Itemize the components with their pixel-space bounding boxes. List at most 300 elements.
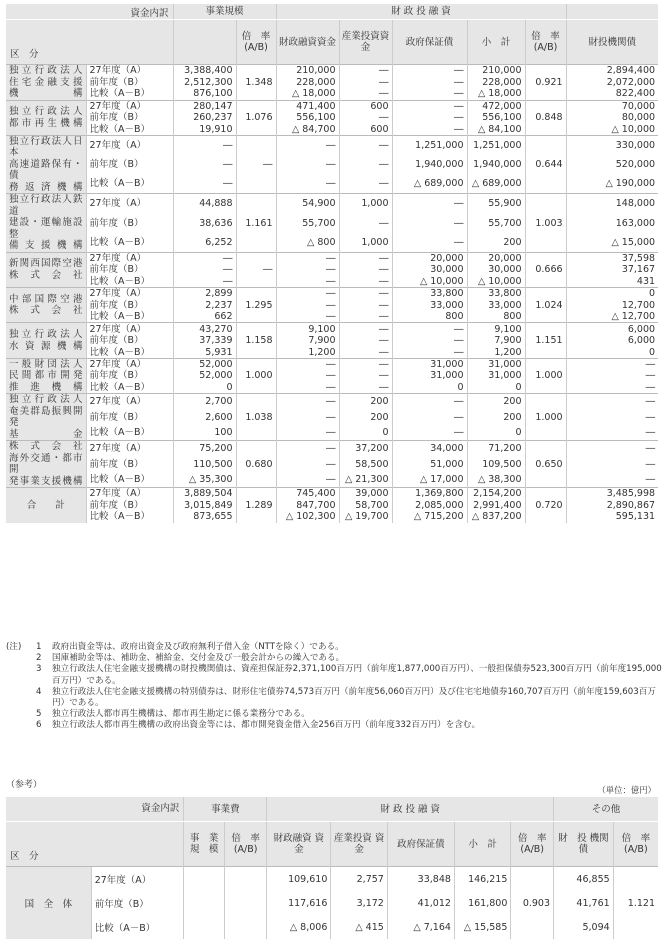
- entity-name-line: 基 金: [9, 429, 83, 441]
- industrial-investment-cell: 58,700: [339, 500, 392, 511]
- fiscal-agency-bonds-cell: 70,000: [566, 100, 658, 112]
- ratio-cell: [236, 100, 276, 112]
- industrial-investment-cell: ―: [339, 88, 392, 100]
- ref-fiscal-loan-cell: 117,616: [267, 891, 331, 915]
- fiscal-agency-bonds-cell: △ 15,000: [566, 233, 658, 253]
- entity-name-line: 民間都市開発: [9, 370, 83, 382]
- ratio-cell: [236, 346, 276, 358]
- fiscal-ratio-cell: 0.848: [525, 112, 566, 123]
- fiscal-ratio-cell: [525, 135, 566, 155]
- entity-name-line: 新関西国際空港: [9, 258, 83, 270]
- gov-guarantee-cell: ―: [392, 214, 467, 233]
- gov-guarantee-cell: ―: [392, 112, 467, 123]
- note-number: 4: [36, 687, 52, 709]
- reference-title: （参考）: [6, 777, 42, 790]
- row-label: 比較（A－B）: [86, 88, 173, 100]
- ratio-cell: 1.038: [236, 410, 276, 425]
- business-scale-cell: 260,237: [173, 112, 236, 123]
- fiscal-ratio-cell: 0.921: [525, 77, 566, 88]
- fiscal-ratio-cell: 0.644: [525, 155, 566, 174]
- fiscal-ratio-cell: [525, 123, 566, 135]
- row-label: 比較（A－B）: [86, 233, 173, 253]
- fiscal-loan-cell: ―: [276, 135, 339, 155]
- fiscal-agency-bonds-cell: ―: [566, 370, 658, 381]
- ref-other-ratio-cell: [613, 867, 658, 892]
- business-scale-cell: 0: [173, 382, 236, 394]
- fiscal-ratio-cell: [525, 346, 566, 358]
- note-number: 2: [36, 653, 52, 664]
- gov-guarantee-cell: 800: [392, 311, 467, 323]
- ref-header-industrial-investment: 産業投資 資 金: [331, 822, 387, 867]
- ref-header-subtotal: 小 計: [454, 822, 510, 867]
- entity-name-line: 株 式 会 社: [9, 270, 83, 282]
- ratio-cell: [236, 425, 276, 441]
- subtotal-cell: 20,000: [467, 252, 525, 264]
- table-row: [6, 214, 658, 233]
- industrial-investment-cell: 0: [339, 425, 392, 441]
- industrial-investment-cell: ―: [339, 382, 392, 394]
- ref-industrial-investment-cell: 2,757: [331, 867, 387, 892]
- industrial-investment-cell: ―: [339, 112, 392, 123]
- fiscal-loan-cell: ―: [276, 311, 339, 323]
- fiscal-loan-cell: ―: [276, 252, 339, 264]
- unit-label: （単位：億円）: [597, 784, 656, 796]
- fiscal-agency-bonds-cell: 37,598: [566, 252, 658, 264]
- header-fiscal-agency-bonds: 財投機関債: [566, 20, 658, 65]
- ref-business-scale-cell: [184, 915, 224, 939]
- header-fiscal-loan: 財政融資資金: [276, 20, 339, 65]
- ratio-cell: ―: [236, 264, 276, 275]
- fiscal-loan-cell: ―: [276, 370, 339, 381]
- ref-header-business-cost: 事業費: [184, 797, 267, 822]
- fiscal-loan-cell: 471,400: [276, 100, 339, 112]
- table-row: [6, 335, 658, 346]
- fiscal-agency-bonds-cell: 0: [566, 288, 658, 300]
- table-row: [6, 88, 658, 100]
- gov-guarantee-cell: △ 17,000: [392, 472, 467, 488]
- business-scale-cell: ―: [173, 155, 236, 174]
- row-label: 27年度（A）: [86, 65, 173, 77]
- gov-guarantee-cell: 33,800: [392, 288, 467, 300]
- subtotal-cell: 33,800: [467, 288, 525, 300]
- row-label: 27年度（A）: [86, 194, 173, 214]
- ref-fiscal-agency-bonds-cell: 41,761: [554, 891, 614, 915]
- table-row: [6, 891, 658, 915]
- table-row: [6, 323, 658, 335]
- note-prefix: [6, 687, 36, 709]
- entity-name: [6, 65, 86, 101]
- fiscal-agency-bonds-cell: ―: [566, 410, 658, 425]
- fiscal-agency-bonds-cell: ―: [566, 382, 658, 394]
- fiscal-loan-cell: △ 800: [276, 233, 339, 253]
- gov-guarantee-cell: 0: [392, 382, 467, 394]
- subtotal-cell: 55,900: [467, 194, 525, 214]
- industrial-investment-cell: ―: [339, 276, 392, 288]
- ref-header-fund-breakdown: 資金内訳: [141, 800, 179, 814]
- gov-guarantee-cell: ―: [392, 323, 467, 335]
- ratio-cell: [236, 511, 276, 522]
- row-label: 比較（A－B）: [86, 511, 173, 522]
- business-scale-cell: 2,512,300: [173, 77, 236, 88]
- row-label: 27年度（A）: [86, 323, 173, 335]
- fiscal-ratio-cell: 0.720: [525, 500, 566, 511]
- table-row: [6, 311, 658, 323]
- subtotal-cell: 71,200: [467, 441, 525, 457]
- business-scale-cell: 110,500: [173, 457, 236, 472]
- fiscal-loan-cell: ―: [276, 425, 339, 441]
- ratio-cell: [236, 358, 276, 370]
- ref-ratio-cell: [224, 891, 267, 915]
- business-scale-cell: 43,270: [173, 323, 236, 335]
- gov-guarantee-cell: 51,000: [392, 457, 467, 472]
- fiscal-agency-bonds-cell: 2,890,867: [566, 500, 658, 511]
- row-label: 前年度（B）: [86, 300, 173, 311]
- ref-header-other: その他: [554, 797, 658, 822]
- business-scale-cell: 52,000: [173, 370, 236, 381]
- industrial-investment-cell: 1,000: [339, 233, 392, 253]
- fiscal-loan-cell: 228,000: [276, 77, 339, 88]
- ratio-cell: [236, 323, 276, 335]
- row-label: 27年度（A）: [91, 867, 184, 892]
- industrial-investment-cell: 1,000: [339, 194, 392, 214]
- entity-name-line: 中部国際空港: [9, 294, 83, 306]
- note-text: 独立行政法人住宅金融支援機構の財投機関債は、資産担保証券2,371,100百万円（前年度1,877,000百万円）、一般担保債券523,300百万円（前年度195,000百万円）である。: [52, 664, 662, 686]
- subtotal-cell: 0: [467, 382, 525, 394]
- fiscal-loan-cell: △ 18,000: [276, 88, 339, 100]
- table-row: [6, 155, 658, 174]
- business-scale-cell: 3,388,400: [173, 65, 236, 77]
- table-row: [6, 394, 658, 410]
- table-row: [6, 346, 658, 358]
- fiscal-ratio-cell: 1.024: [525, 300, 566, 311]
- subtotal-cell: △ 84,100: [467, 123, 525, 135]
- entity-name-line: 務返済機構: [9, 182, 83, 194]
- note-number: 3: [36, 664, 52, 686]
- entity-name-line: 奄美群島振興開発: [9, 406, 83, 429]
- ref-fiscal-ratio-cell: [511, 867, 554, 892]
- business-scale-cell: 3,015,849: [173, 500, 236, 511]
- business-scale-cell: 2,700: [173, 394, 236, 410]
- row-label: 27年度（A）: [86, 358, 173, 370]
- subtotal-cell: 0: [467, 425, 525, 441]
- fiscal-loan-cell: ―: [276, 276, 339, 288]
- note-item: [6, 664, 662, 686]
- fiscal-agency-bonds-cell: 148,000: [566, 194, 658, 214]
- gov-guarantee-cell: ―: [392, 394, 467, 410]
- subtotal-cell: 109,500: [467, 457, 525, 472]
- header-subtotal: 小 計: [467, 20, 525, 65]
- ref-header-fiscal-agency-bonds: 財 投 機関債: [554, 822, 614, 867]
- business-scale-cell: 19,910: [173, 123, 236, 135]
- fiscal-agency-bonds-cell: 431: [566, 276, 658, 288]
- subtotal-cell: 200: [467, 394, 525, 410]
- reference-table: [6, 797, 658, 939]
- gov-guarantee-cell: 34,000: [392, 441, 467, 457]
- table-row: [6, 488, 658, 500]
- entity-name-line: 独立行政法人: [9, 394, 83, 406]
- ratio-cell: [236, 65, 276, 77]
- business-scale-cell: 873,655: [173, 511, 236, 522]
- fiscal-agency-bonds-cell: 6,000: [566, 323, 658, 335]
- table-row: [6, 100, 658, 112]
- row-label: 前年度（B）: [86, 112, 173, 123]
- ratio-cell: [236, 488, 276, 500]
- gov-guarantee-cell: 2,085,000: [392, 500, 467, 511]
- table-row: [6, 77, 658, 88]
- table-row: [6, 358, 658, 370]
- row-label: 前年度（B）: [86, 214, 173, 233]
- business-scale-cell: 3,889,504: [173, 488, 236, 500]
- industrial-investment-cell: ―: [339, 174, 392, 194]
- business-scale-cell: 38,636: [173, 214, 236, 233]
- industrial-investment-cell: 600: [339, 100, 392, 112]
- industrial-investment-cell: ―: [339, 264, 392, 275]
- note-text: 独立行政法人住宅金融支援機構の特別債券は、財形住宅債券74,573百万円（前年度56,060百万円）及び住宅宅地債券160,707百万円（前年度159,603百万円）である。: [52, 687, 662, 709]
- gov-guarantee-cell: △ 689,000: [392, 174, 467, 194]
- entity-name: [6, 100, 86, 135]
- business-scale-cell: 75,200: [173, 441, 236, 457]
- fiscal-ratio-cell: [525, 488, 566, 500]
- fiscal-agency-bonds-cell: △ 190,000: [566, 174, 658, 194]
- business-scale-cell: ―: [173, 135, 236, 155]
- ref-fiscal-agency-bonds-cell: 46,855: [554, 867, 614, 892]
- ref-fiscal-loan-cell: △ 8,006: [267, 915, 331, 939]
- note-prefix: [6, 664, 36, 686]
- header-ratio-2: 倍 率 (A/B): [525, 20, 566, 65]
- ratio-cell: 1.000: [236, 370, 276, 381]
- entity-name-line: 推進機構: [9, 382, 83, 394]
- ratio-cell: [236, 135, 276, 155]
- fiscal-loan-cell: ―: [276, 382, 339, 394]
- industrial-investment-cell: △ 19,700: [339, 511, 392, 522]
- fiscal-ratio-cell: 1.000: [525, 370, 566, 381]
- business-scale-cell: 876,100: [173, 88, 236, 100]
- ref-fiscal-ratio-cell: 0.903: [511, 891, 554, 915]
- gov-guarantee-cell: ―: [392, 233, 467, 253]
- subtotal-cell: 556,100: [467, 112, 525, 123]
- fiscal-loan-cell: ―: [276, 174, 339, 194]
- ref-fiscal-ratio-cell: [511, 915, 554, 939]
- industrial-investment-cell: △ 21,300: [339, 472, 392, 488]
- business-scale-cell: ―: [173, 174, 236, 194]
- table-row: [6, 382, 658, 394]
- gov-guarantee-cell: 1,251,000: [392, 135, 467, 155]
- table-row: [6, 300, 658, 311]
- ref-header-gov-guarantee: 政府保証債: [387, 822, 454, 867]
- table-row: [6, 112, 658, 123]
- fiscal-loan-cell: 847,700: [276, 500, 339, 511]
- ref-header-fiscal-loan: 財政融資 資 金: [267, 822, 331, 867]
- row-label: 比較（A－B）: [86, 311, 173, 323]
- row-label: 比較（A－B）: [86, 123, 173, 135]
- fiscal-loan-cell: ―: [276, 472, 339, 488]
- industrial-investment-cell: ―: [339, 65, 392, 77]
- fiscal-loan-cell: ―: [276, 410, 339, 425]
- fiscal-agency-bonds-cell: 12,700: [566, 300, 658, 311]
- ratio-cell: [236, 194, 276, 214]
- fiscal-loan-cell: ―: [276, 358, 339, 370]
- industrial-investment-cell: ―: [339, 300, 392, 311]
- entity-name-line: 株 式 会 社: [9, 305, 83, 317]
- ref-ratio-cell: [224, 867, 267, 892]
- fiscal-loan-cell: 1,200: [276, 346, 339, 358]
- ratio-cell: 1.295: [236, 300, 276, 311]
- fiscal-agency-bonds-cell: 80,000: [566, 112, 658, 123]
- business-scale-cell: 280,147: [173, 100, 236, 112]
- industrial-investment-cell: 600: [339, 123, 392, 135]
- subtotal-cell: 800: [467, 311, 525, 323]
- row-label: 前年度（B）: [86, 410, 173, 425]
- row-label: 比較（A－B）: [86, 276, 173, 288]
- entity-name-line: 海外交通・都市開: [9, 453, 83, 476]
- gov-guarantee-cell: 31,000: [392, 358, 467, 370]
- business-scale-cell: 37,339: [173, 335, 236, 346]
- subtotal-cell: △ 38,300: [467, 472, 525, 488]
- ratio-cell: [236, 276, 276, 288]
- fiscal-ratio-cell: [525, 252, 566, 264]
- table-row: [6, 457, 658, 472]
- gov-guarantee-cell: 20,000: [392, 252, 467, 264]
- fiscal-ratio-cell: [525, 65, 566, 77]
- fiscal-loan-cell: ―: [276, 457, 339, 472]
- entity-name-line: 一般財団法人: [9, 359, 83, 371]
- note-number: 1: [36, 642, 52, 653]
- ratio-cell: 0.680: [236, 457, 276, 472]
- entity-name-line: 発事業支援機構: [9, 476, 83, 488]
- subtotal-cell: 210,000: [467, 65, 525, 77]
- table-row: [6, 867, 658, 892]
- subtotal-cell: 1,940,000: [467, 155, 525, 174]
- fiscal-ratio-cell: [525, 425, 566, 441]
- fiscal-agency-bonds-cell: 2,072,000: [566, 77, 658, 88]
- ratio-cell: 1.161: [236, 214, 276, 233]
- row-label: 比較（A－B）: [86, 382, 173, 394]
- entity-name-line: 独立行政法人: [9, 65, 83, 77]
- ref-fiscal-agency-bonds-cell: 5,094: [554, 915, 614, 939]
- header-gov-guarantee: 政府保証債: [392, 20, 467, 65]
- note-item: [6, 653, 662, 664]
- row-label: 27年度（A）: [86, 252, 173, 264]
- ratio-cell: [236, 472, 276, 488]
- business-scale-cell: 2,899: [173, 288, 236, 300]
- gov-guarantee-cell: 1,940,000: [392, 155, 467, 174]
- entity-name-line: 独立行政法人日本: [9, 136, 83, 159]
- entity-name-line: 建設・運輸施設整: [9, 217, 83, 240]
- business-scale-cell: 44,888: [173, 194, 236, 214]
- ref-other-ratio-cell: 1.121: [613, 891, 658, 915]
- fiscal-loan-cell: 9,100: [276, 323, 339, 335]
- fiscal-agency-bonds-cell: ―: [566, 472, 658, 488]
- table-row: [6, 264, 658, 275]
- entity-name: [6, 358, 86, 394]
- entity-name-line: 備支援機構: [9, 240, 83, 252]
- ref-gov-guarantee-cell: 41,012: [387, 891, 454, 915]
- industrial-investment-cell: 58,500: [339, 457, 392, 472]
- fiscal-agency-bonds-cell: ―: [566, 441, 658, 457]
- fiscal-agency-bonds-cell: △ 10,000: [566, 123, 658, 135]
- subtotal-cell: 2,154,200: [467, 488, 525, 500]
- header-category: 区 分: [10, 49, 39, 60]
- gov-guarantee-cell: 1,369,800: [392, 488, 467, 500]
- fiscal-agency-bonds-cell: ―: [566, 394, 658, 410]
- table-row: [6, 425, 658, 441]
- industrial-investment-cell: ―: [339, 346, 392, 358]
- subtotal-cell: △ 689,000: [467, 174, 525, 194]
- ratio-cell: 1.289: [236, 500, 276, 511]
- header-fiscal-investment: 財 政 投 融 資: [276, 4, 566, 20]
- ratio-cell: 1.076: [236, 112, 276, 123]
- fiscal-ratio-cell: [525, 174, 566, 194]
- gov-guarantee-cell: ―: [392, 123, 467, 135]
- row-label: 比較（A－B）: [86, 425, 173, 441]
- fiscal-ratio-cell: [525, 441, 566, 457]
- gov-guarantee-cell: 31,000: [392, 370, 467, 381]
- header-industrial-investment: 産業投資資金: [339, 20, 392, 65]
- entity-name: [6, 288, 86, 323]
- note-text: 独立行政法人都市再生機構は、都市再生勘定に係る業務分である。: [52, 709, 662, 720]
- fiscal-ratio-cell: 1.151: [525, 335, 566, 346]
- fiscal-ratio-cell: 1.000: [525, 410, 566, 425]
- fiscal-loan-cell: ―: [276, 264, 339, 275]
- fiscal-ratio-cell: [525, 88, 566, 100]
- table-row: [6, 194, 658, 214]
- row-label: 27年度（A）: [86, 441, 173, 457]
- industrial-investment-cell: ―: [339, 335, 392, 346]
- row-label: 前年度（B）: [91, 891, 184, 915]
- gov-guarantee-cell: ―: [392, 65, 467, 77]
- industrial-investment-cell: ―: [339, 252, 392, 264]
- business-scale-cell: 2,600: [173, 410, 236, 425]
- fiscal-agency-bonds-cell: ―: [566, 457, 658, 472]
- fiscal-ratio-cell: [525, 382, 566, 394]
- subtotal-cell: 31,000: [467, 370, 525, 381]
- ref-subtotal-cell: △ 15,585: [454, 915, 510, 939]
- table-row: [6, 441, 658, 457]
- fiscal-agency-bonds-cell: △ 12,700: [566, 311, 658, 323]
- fiscal-loan-cell: ―: [276, 288, 339, 300]
- entity-name-line: 株 式 会 社: [9, 441, 83, 453]
- business-scale-cell: 662: [173, 311, 236, 323]
- entity-name-line: 都市再生機構: [9, 118, 83, 130]
- business-scale-cell: 5,931: [173, 346, 236, 358]
- subtotal-cell: 2,991,400: [467, 500, 525, 511]
- note-number: 6: [36, 720, 52, 731]
- subtotal-cell: 30,000: [467, 264, 525, 275]
- fiscal-loan-cell: 210,000: [276, 65, 339, 77]
- gov-guarantee-cell: ―: [392, 346, 467, 358]
- fiscal-ratio-cell: [525, 394, 566, 410]
- fiscal-loan-cell: 556,100: [276, 112, 339, 123]
- table-row: [6, 233, 658, 253]
- fiscal-agency-bonds-cell: 6,000: [566, 335, 658, 346]
- row-label: 前年度（B）: [86, 77, 173, 88]
- subtotal-cell: 228,000: [467, 77, 525, 88]
- industrial-investment-cell: 200: [339, 394, 392, 410]
- fiscal-ratio-cell: [525, 233, 566, 253]
- industrial-investment-cell: ―: [339, 77, 392, 88]
- fiscal-ratio-cell: [525, 288, 566, 300]
- ratio-cell: [236, 252, 276, 264]
- business-scale-cell: ―: [173, 276, 236, 288]
- gov-guarantee-cell: 30,000: [392, 264, 467, 275]
- gov-guarantee-cell: ―: [392, 77, 467, 88]
- fiscal-agency-bonds-cell: ―: [566, 358, 658, 370]
- note-item: [6, 687, 662, 709]
- fiscal-loan-cell: ―: [276, 300, 339, 311]
- fiscal-agency-bonds-cell: 822,400: [566, 88, 658, 100]
- row-label: 27年度（A）: [86, 135, 173, 155]
- subtotal-cell: 1,251,000: [467, 135, 525, 155]
